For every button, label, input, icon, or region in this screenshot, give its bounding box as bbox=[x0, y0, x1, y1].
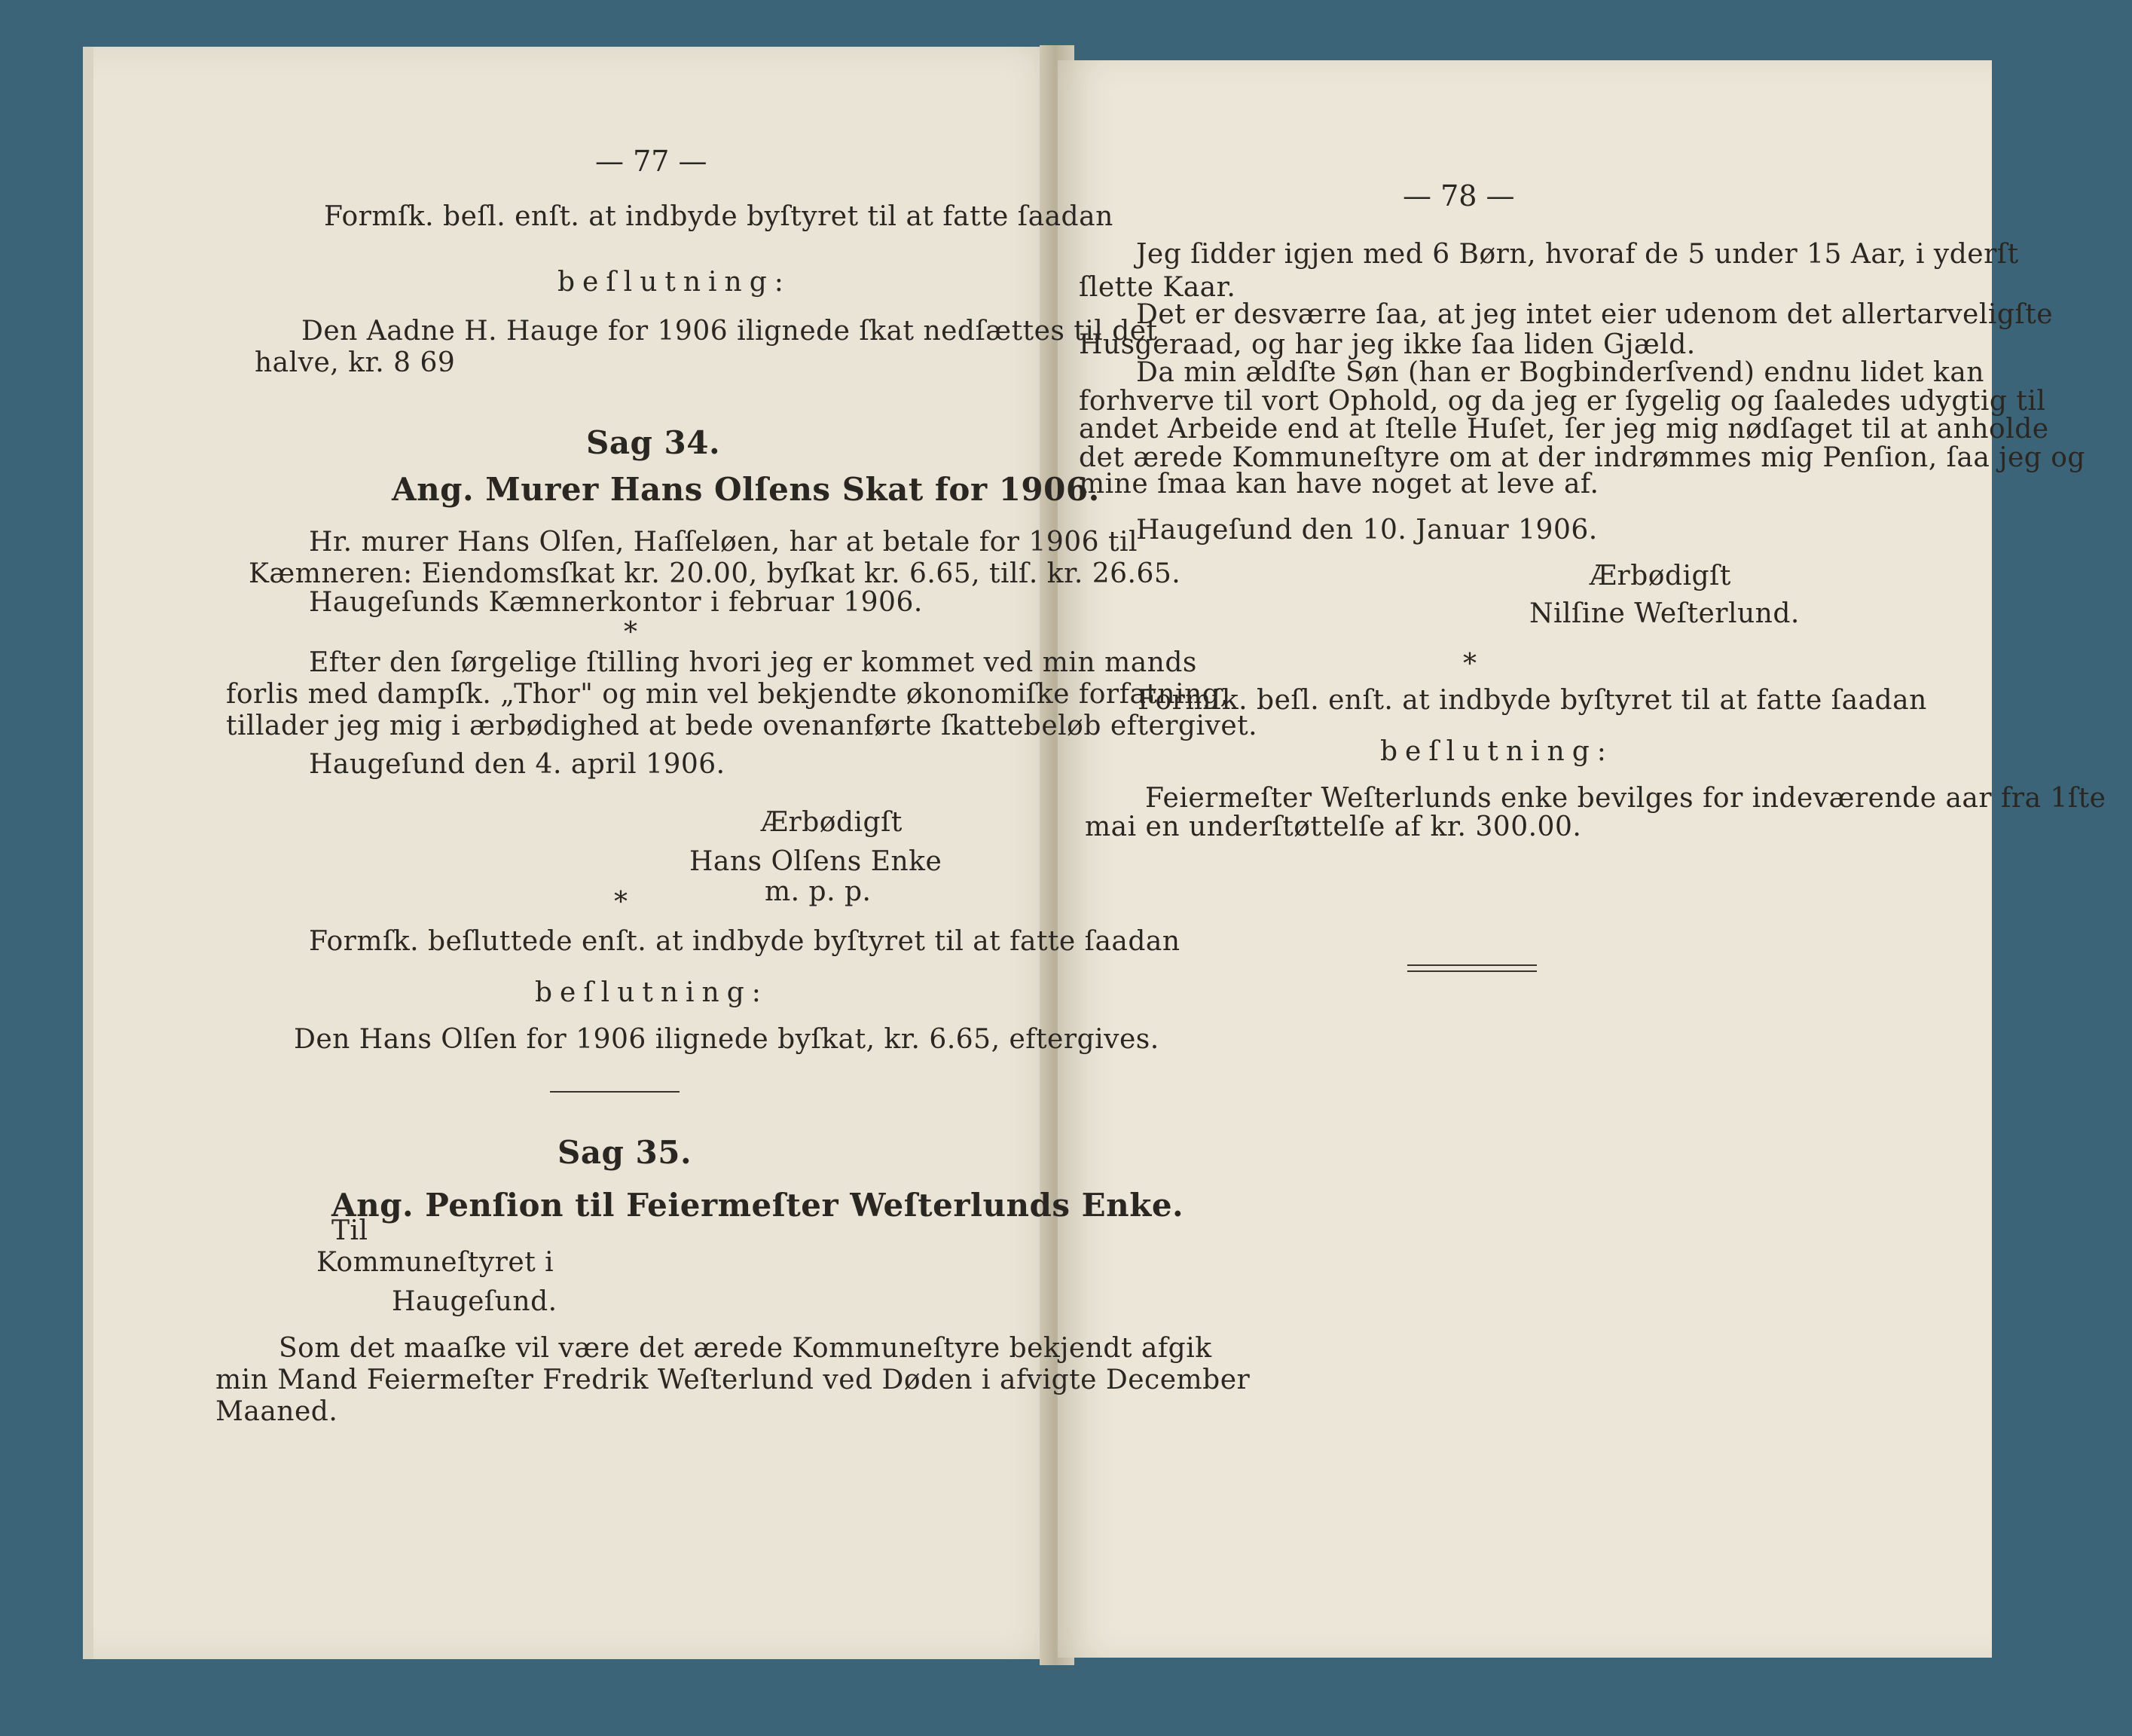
resolution-heading: beſlutning: bbox=[1380, 736, 1614, 767]
text-line: Formſk. beſl. enſt. at indbyde byſtyret til at fatte ſaadan bbox=[1138, 685, 1927, 716]
text-line: Kæmneren: Eiendomsſkat kr. 20.00, byſkat kr. 6.65, tilſ. kr. 26.65. bbox=[249, 558, 1181, 589]
text-line: Den Hans Olſen for 1906 ilignede byſkat, kr. 6.65, eftergives. bbox=[294, 1024, 1159, 1055]
closing-salutation: Ærbødigſt bbox=[1590, 561, 1731, 591]
text-line: Den Aadne H. Hauge for 1906 ilignede ſkat nedſættes til det bbox=[301, 316, 1158, 347]
text-line: andet Arbeide end at ſtelle Huſet, ſer jeg mig nødſaget til at anholde bbox=[1079, 414, 2049, 445]
case-title: Ang. Penſion til Feiermeſter Weſterlunds Enke. bbox=[331, 1187, 1184, 1224]
signature: Hans Olſens Enke bbox=[689, 846, 942, 877]
divider-rule bbox=[550, 1091, 680, 1093]
divider-rule bbox=[1407, 970, 1537, 972]
signature-note: m. p. p. bbox=[765, 876, 872, 907]
separator-asterisk: * bbox=[624, 617, 638, 648]
case-heading: Sag 35. bbox=[557, 1134, 692, 1171]
text-line: Hr. murer Hans Olſen, Haſſeløen, har at betale for 1906 til bbox=[309, 527, 1138, 558]
page-number-right: — 78 — bbox=[1403, 179, 1515, 212]
text-line: Haugeſund. bbox=[392, 1286, 557, 1317]
text-line: Formſk. beſl. enſt. at indbyde byſtyret til at fatte ſaadan bbox=[324, 201, 1113, 232]
text-line: Haugeſund den 4. april 1906. bbox=[309, 749, 725, 780]
text-line: Haugeſund den 10. Januar 1906. bbox=[1136, 515, 1598, 546]
divider-rule bbox=[1407, 964, 1537, 966]
text-line: det ærede Kommuneſtyre om at der indrømmes mig Penſion, ſaa jeg og bbox=[1079, 442, 2085, 473]
resolution-heading: beſlutning: bbox=[535, 977, 768, 1008]
text-line: Maaned. bbox=[215, 1396, 338, 1427]
page-number-left: — 77 — bbox=[595, 145, 707, 178]
text-line: Jeg ſidder igjen med 6 Børn, hvoraf de 5 under 15 Aar, i yderſt bbox=[1136, 239, 2019, 270]
separator-asterisk: * bbox=[614, 887, 628, 918]
text-line: Efter den ſørgelige ſtilling hvori jeg er kommet ved min mands bbox=[309, 647, 1197, 678]
text-line: forlis med dampſk. „Thor" og min vel bekjendte økonomiſke forfatning, bbox=[226, 679, 1229, 710]
text-line: Da min ældſte Søn (han er Bogbinderſvend) endnu lidet kan bbox=[1136, 357, 1984, 388]
resolution-heading: beſlutning: bbox=[557, 267, 791, 298]
text-line: Haugeſunds Kæmnerkontor i februar 1906. bbox=[309, 587, 923, 618]
text-line: mine ſmaa kan have noget at leve af. bbox=[1079, 469, 1599, 500]
text-line: Det er desværre ſaa, at jeg intet eier udenom det allertarveligſte bbox=[1136, 299, 2054, 330]
text-line: Husgeraad, og har jeg ikke ſaa liden Gjæld. bbox=[1079, 329, 1696, 360]
text-line: mai en underſtøttelſe af kr. 300.00. bbox=[1085, 811, 1582, 842]
text-line: forhverve til vort Ophold, og da jeg er ſygelig og ſaaledes udygtig til bbox=[1079, 386, 2046, 417]
text-line: halve, kr. 8 69 bbox=[255, 347, 456, 378]
text-line: tillader jeg mig i ærbødighed at bede ovenanførte ſkattebeløb eftergivet. bbox=[226, 711, 1258, 741]
text-line: Som det maaſke vil være det ærede Kommuneſtyre bekjendt afgik bbox=[279, 1333, 1212, 1364]
text-line: Til bbox=[331, 1215, 368, 1246]
case-heading: Sag 34. bbox=[586, 424, 721, 461]
signature: Nilſine Weſterlund. bbox=[1529, 598, 1800, 629]
text-line: Formſk. beſluttede enſt. at indbyde byſtyret til at fatte ſaadan bbox=[309, 926, 1181, 957]
closing-salutation: Ærbødigſt bbox=[761, 807, 903, 838]
text-line: min Mand Feiermeſter Fredrik Weſterlund ved Døden i afvigte December bbox=[215, 1365, 1251, 1395]
case-title: Ang. Murer Hans Olſens Skat for 1906. bbox=[392, 471, 1100, 508]
text-line: Kommuneſtyret i bbox=[316, 1247, 554, 1278]
text-line: ſlette Kaar. bbox=[1079, 272, 1236, 303]
separator-asterisk: * bbox=[1463, 649, 1477, 680]
text-line: Feiermeſter Weſterlunds enke bevilges for indeværende aar fra 1ſte bbox=[1145, 783, 2106, 814]
